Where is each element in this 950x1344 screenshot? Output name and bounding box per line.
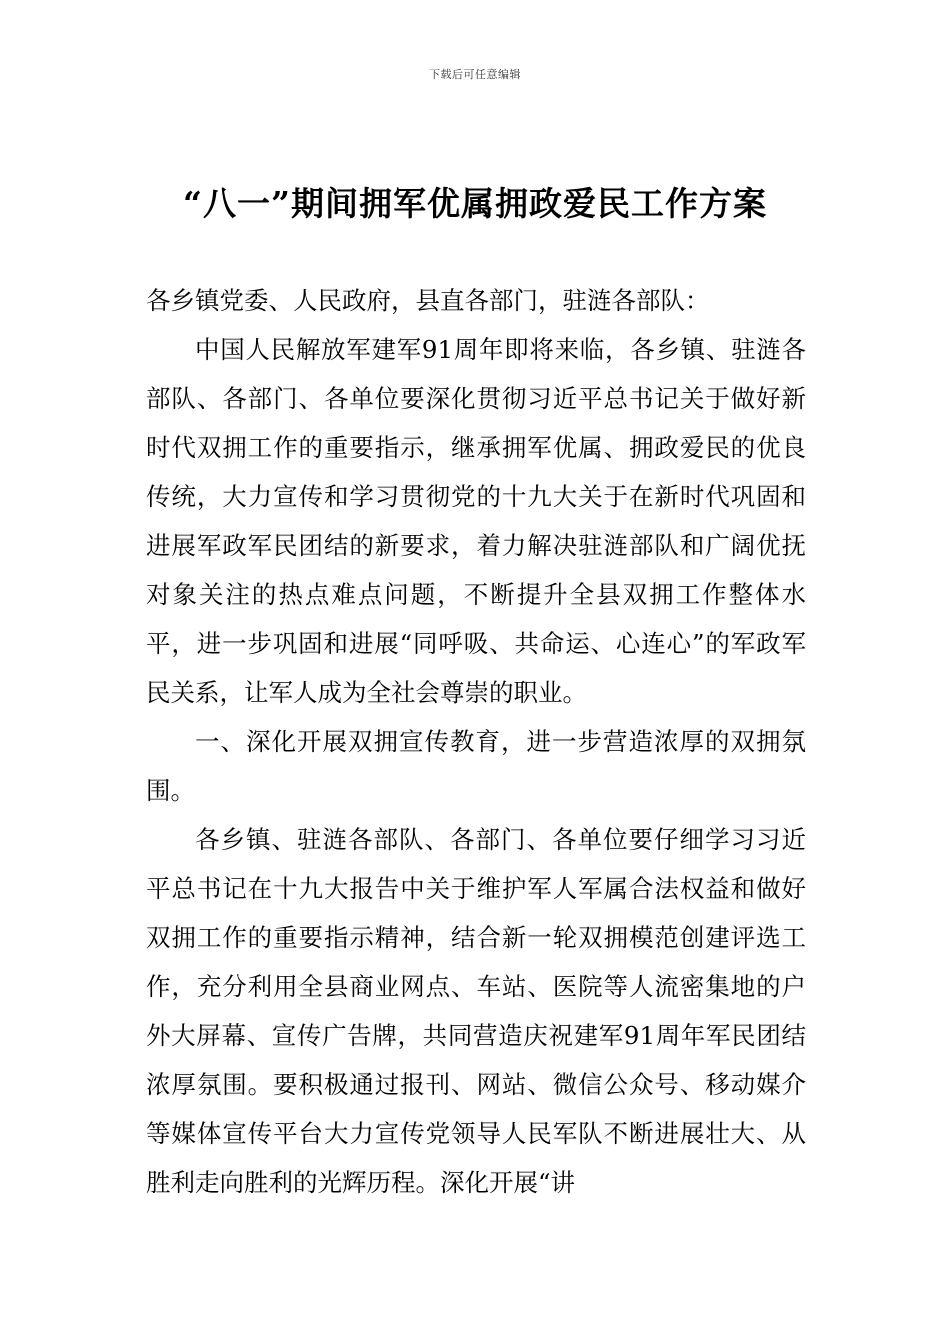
section-heading-1: 一、深化开展双拥宣传教育，进一步营造浓厚的双拥氛围。 [146,727,806,805]
header-note: 下载后可任意编辑 [429,68,521,81]
document-body [146,276,806,1207]
salutation: 各乡镇党委、人民政府，县直各部门，驻涟各部队： [146,286,710,315]
document-title: “八一”期间拥军优属拥政爱民工作方案 [183,184,767,223]
paragraph-section-1: 各乡镇、驻涟各部队、各部门、各单位要仔细学习习近平总书记在十九大报告中关于维护军人军属合法权益和做好双拥工作的重要指示精神，结合新一轮双拥模范创建评选工作，充分利用全县商业网点、车站、医院等人流密集地的户外大屏幕、宣传广告牌，共同营造庆祝建军91周年军民团结浓厚氛围。要积极通过报刊、网站、微信公众号、移动媒介等媒体宣传平台大力宣传党领导人民军队不断进展壮大、从胜利走向胜利的光辉历程。深化开展“讲 [146,825,806,1197]
paragraph-intro: 中国人民解放军建军91周年即将来临，各乡镇、驻涟各部队、各部门、各单位要深化贯彻习近平总书记关于做好新时代双拥工作的重要指示，继承拥军优属、拥政爱民的优良传统，大力宣传和学习贯彻党的十九大关于在新时代巩固和进展军政军民团结的新要求，着力解决驻涟部队和广阔优抚对象关注的热点难点问题，不断提升全县双拥工作整体水平，进一步巩固和进展“同呼吸、共命运、心连心”的军政军民关系，让军人成为全社会尊崇的职业。 [146,335,806,707]
